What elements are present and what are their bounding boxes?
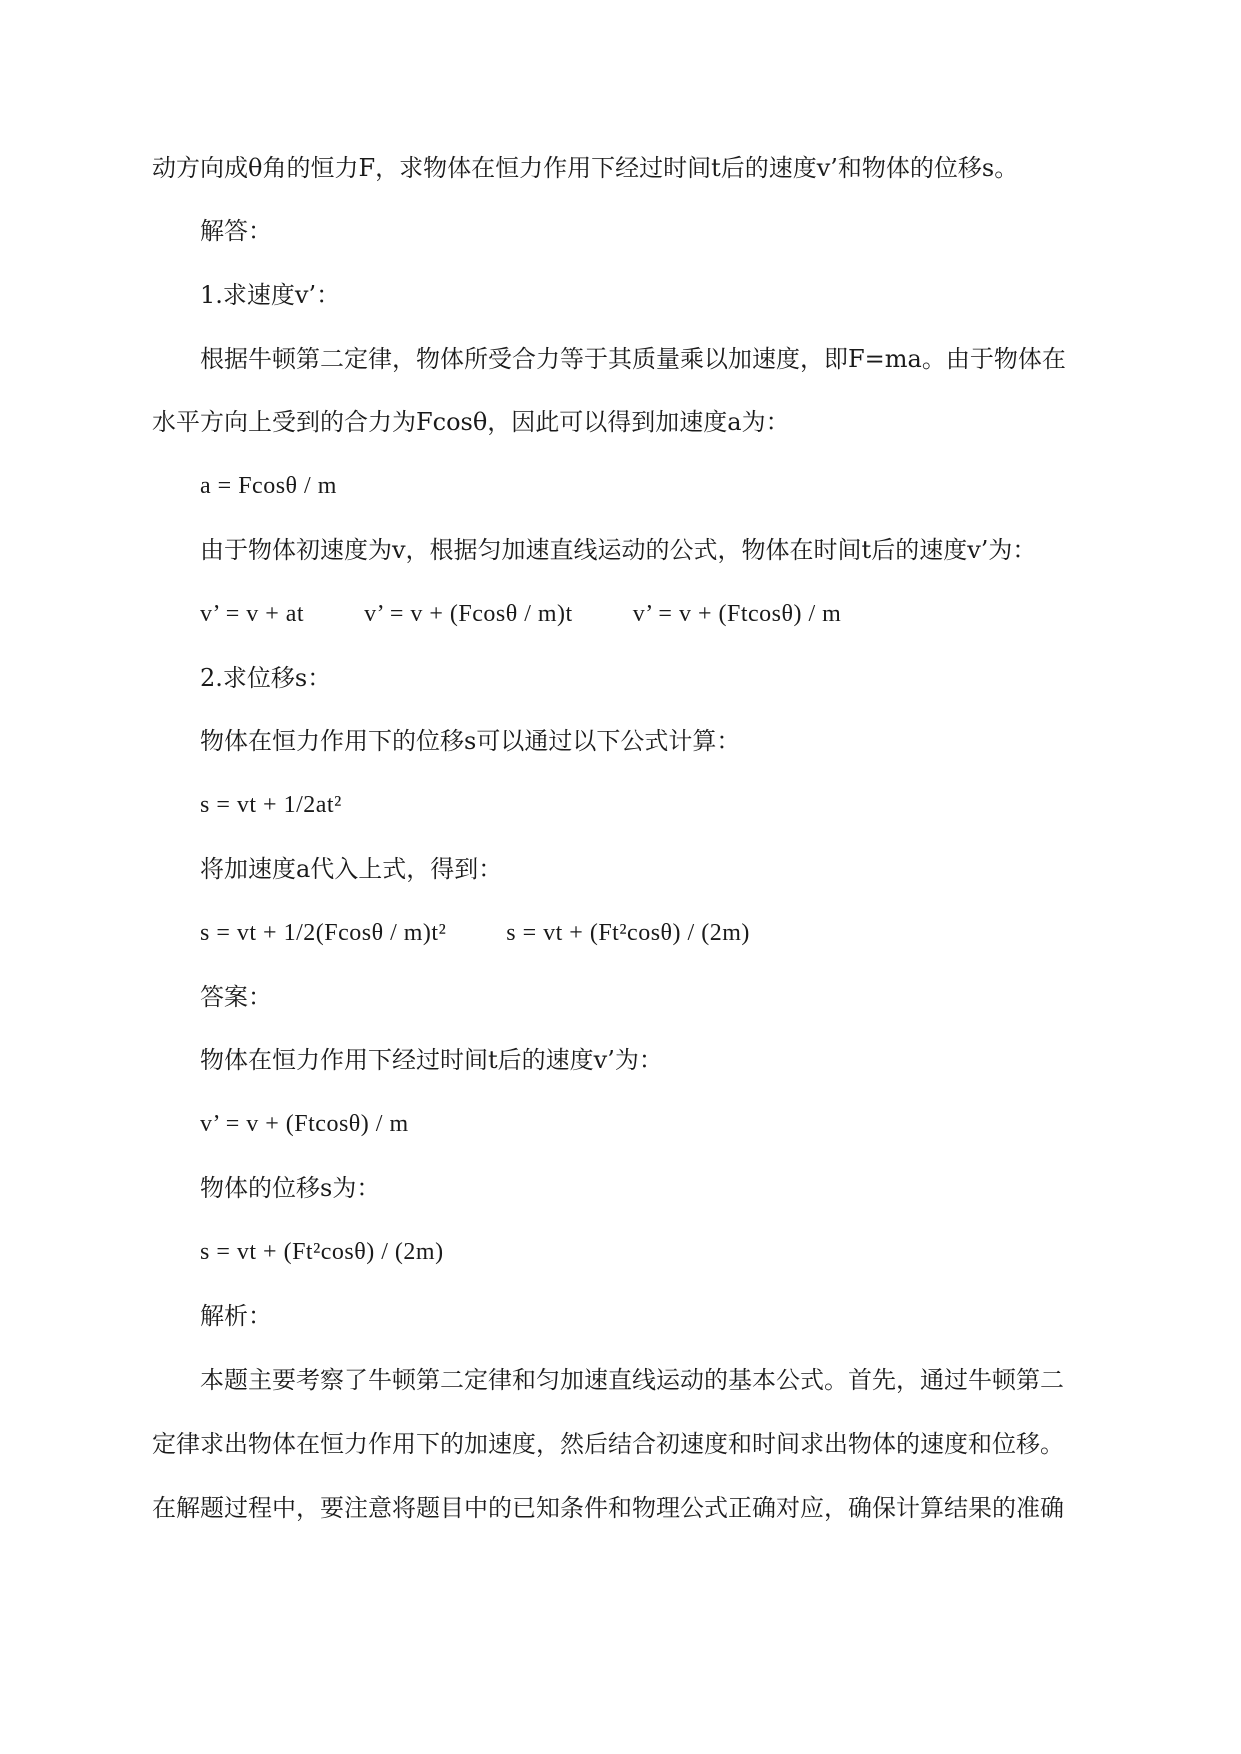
step1-text-line2: 水平方向上受到的合力为Fcosθ，因此可以得到加速度a为：: [152, 408, 790, 436]
formula-displacement-2: s = vt + (Ft²cosθ) / (2m): [506, 920, 750, 946]
formula-acceleration: a = Fcosθ / m: [200, 473, 337, 499]
answer-text-velocity: 物体在恒力作用下经过时间t后的速度v’为：: [200, 1046, 663, 1074]
step2-heading: 2.求位移s：: [200, 664, 332, 692]
analysis-line3: 在解题过程中，要注意将题目中的已知条件和物理公式正确对应，确保计算结果的准确: [152, 1494, 1064, 1522]
answer-formula-velocity: v’ = v + (Ftcosθ) / m: [200, 1111, 409, 1137]
analysis-line2: 定律求出物体在恒力作用下的加速度，然后结合初速度和时间求出物体的速度和位移。: [152, 1430, 1064, 1458]
analysis-heading: 解析：: [200, 1302, 272, 1330]
displacement-formulas-row: [200, 916, 1160, 950]
formula-velocity-3: v’ = v + (Ftcosθ) / m: [632, 601, 842, 627]
formula-displacement-basic: s = vt + 1/2at²: [200, 792, 342, 818]
step2-text-line1: 物体在恒力作用下的位移s可以通过以下公式计算：: [200, 727, 741, 755]
step1-text-line1: 根据牛顿第二定律，物体所受合力等于其质量乘以加速度，即F=ma。由于物体在: [200, 345, 1066, 373]
formula-displacement-1: s = vt + 1/2(Fcosθ / m)t²: [200, 920, 447, 946]
step2-text-line2: 将加速度a代入上式，得到：: [200, 855, 503, 883]
paragraph-intro-end: 动方向成θ角的恒力F，求物体在恒力作用下经过时间t后的速度v’和物体的位移s。: [152, 154, 1019, 182]
step1-text-line3: 由于物体初速度为v，根据匀加速直线运动的公式，物体在时间t后的速度v’为：: [200, 536, 1037, 564]
analysis-line1: 本题主要考察了牛顿第二定律和匀加速直线运动的基本公式。首先，通过牛顿第二: [200, 1366, 1064, 1394]
velocity-formulas-row: [200, 597, 1160, 631]
formula-velocity-2: v’ = v + (Fcosθ / m)t: [364, 601, 573, 627]
solution-heading: 解答：: [200, 217, 272, 245]
step1-heading: 1.求速度v’：: [200, 281, 341, 309]
answer-heading: 答案：: [200, 983, 272, 1011]
answer-formula-displacement: s = vt + (Ft²cosθ) / (2m): [200, 1239, 444, 1265]
formula-velocity-1: v’ = v + at: [200, 601, 305, 627]
answer-text-displacement: 物体的位移s为：: [200, 1174, 381, 1202]
